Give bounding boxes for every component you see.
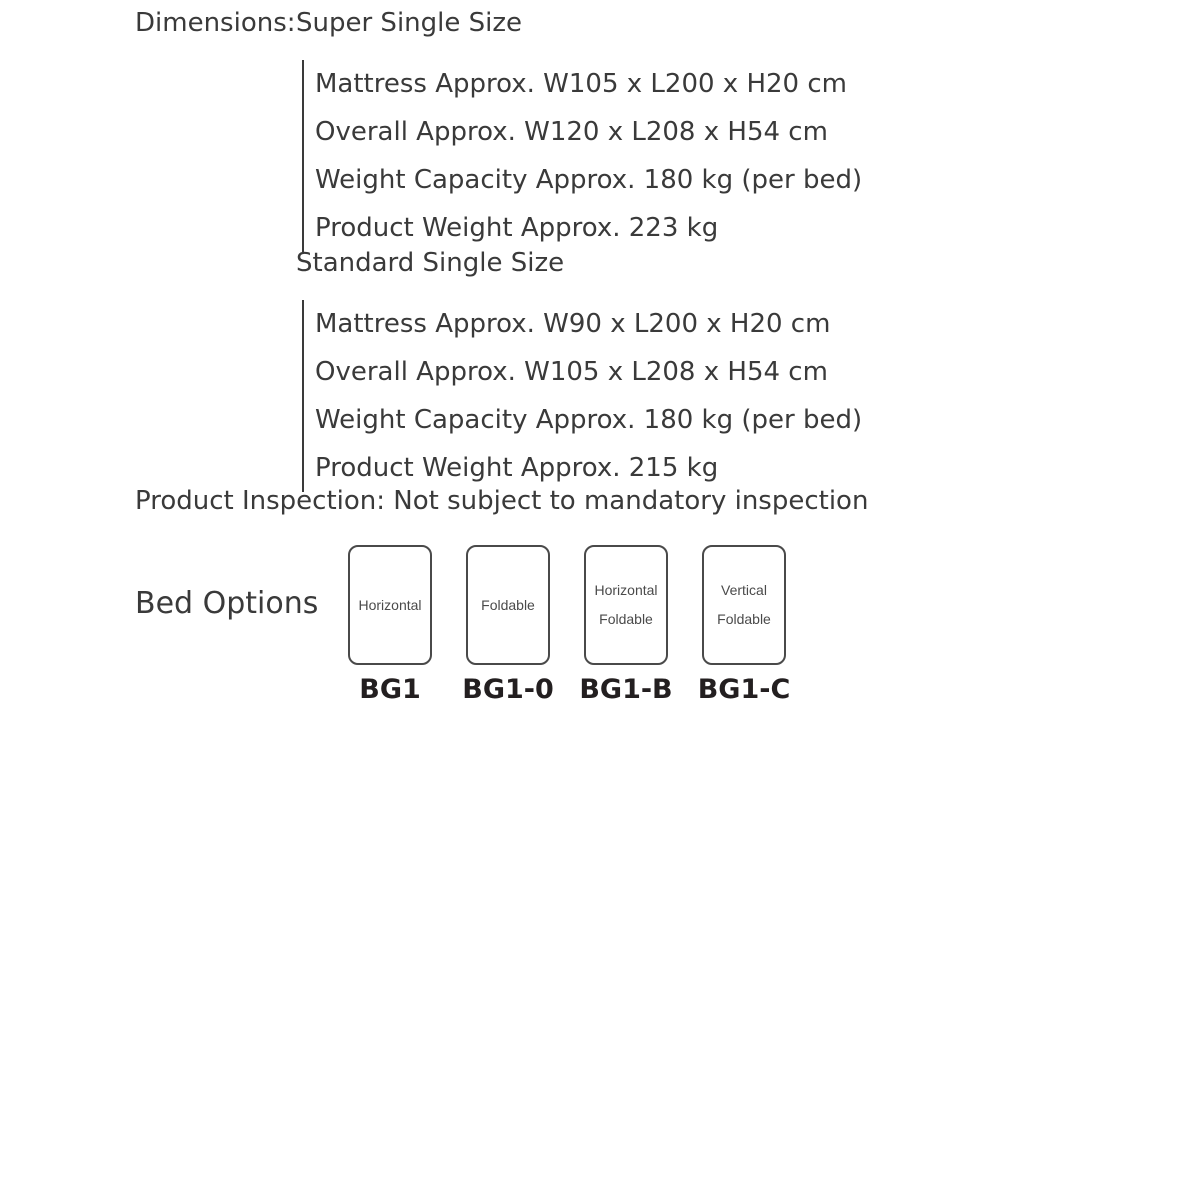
bed-option-type: Foldable xyxy=(717,611,771,627)
spec-product-weight: Product Weight Approx. 223 kg xyxy=(315,213,719,243)
bed-option-type: Horizontal xyxy=(358,596,422,613)
standard-single-size-title: Standard Single Size xyxy=(296,248,565,278)
bed-option-box[interactable] xyxy=(466,545,550,665)
super-single-size-title: Super Single Size xyxy=(296,8,523,38)
bed-option-bg1-0[interactable] xyxy=(449,545,567,707)
bed-option-code: BG1-C xyxy=(697,674,791,705)
super-single-spec-list xyxy=(302,60,862,252)
spec-weight-capacity: Weight Capacity Approx. 180 kg (per bed) xyxy=(315,165,863,195)
bed-option-type: Foldable xyxy=(481,596,535,613)
bed-option-type: Horizontal xyxy=(594,582,658,598)
bed-option-type: Foldable xyxy=(599,611,653,627)
bed-option-code: BG1 xyxy=(359,674,421,705)
bed-options-title: Bed Options xyxy=(135,586,319,621)
bed-option-box[interactable] xyxy=(348,545,432,665)
bed-option-box[interactable] xyxy=(702,545,786,665)
bed-option-bg1[interactable] xyxy=(331,545,449,707)
spec-mattress: Mattress Approx. W105 x L200 x H20 cm xyxy=(315,69,847,99)
bed-option-bg1-b[interactable] xyxy=(567,545,685,707)
bed-option-code: BG1-0 xyxy=(462,674,554,705)
product-inspection: Product Inspection: Not subject to mandatory inspection xyxy=(135,486,869,516)
bed-option-code: BG1-B xyxy=(579,674,673,705)
spec-mattress: Mattress Approx. W90 x L200 x H20 cm xyxy=(315,309,831,339)
bed-option-box[interactable] xyxy=(584,545,668,665)
standard-single-spec-list xyxy=(302,300,862,492)
bed-option-bg1-c[interactable] xyxy=(685,545,803,707)
dimensions-label: Dimensions: xyxy=(135,8,296,38)
spec-overall: Overall Approx. W120 x L208 x H54 cm xyxy=(315,117,828,147)
spec-overall: Overall Approx. W105 x L208 x H54 cm xyxy=(315,357,828,387)
bed-option-type: Vertical xyxy=(721,582,767,598)
spec-product-weight: Product Weight Approx. 215 kg xyxy=(315,453,719,483)
spec-weight-capacity: Weight Capacity Approx. 180 kg (per bed) xyxy=(315,405,863,435)
